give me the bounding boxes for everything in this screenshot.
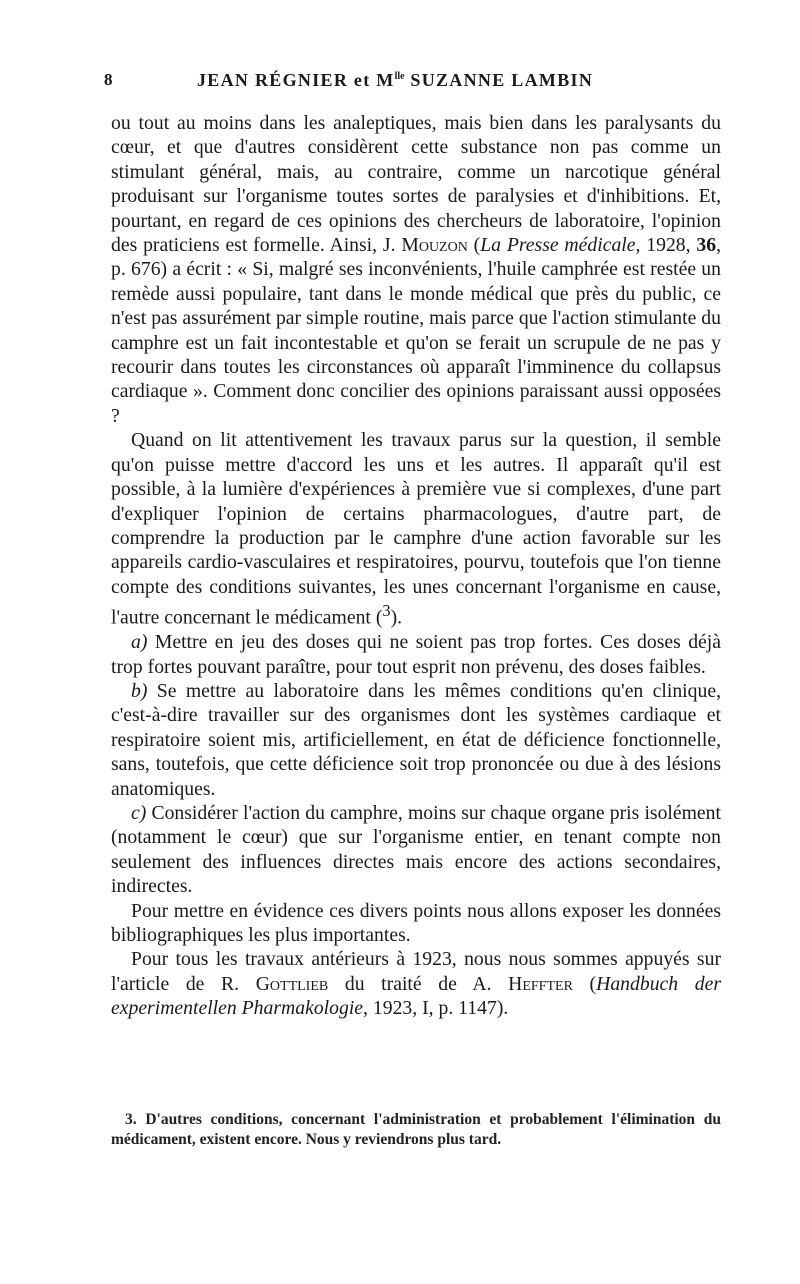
footnote xyxy=(111,1110,721,1150)
running-header xyxy=(104,70,719,100)
paragraph-2: Quand on lit attentivement les travaux parus sur la question, il semble qu'on puisse mettre d'accord les uns et les autres. Il apparaît qu'il est possible, à la lumière d'expériences à première vue si complexes, d'une part d'expliquer l'opinion de certains pharmacologues, d'autre part, de comprendre la production par le camphre d'une action favorable sur les appareils cardio-vasculaires et respiratoires, pourvu, toutefois que l'on tienne compte des conditions suivantes, les unes concernant l'organisme en cause, l'autre concernant le médicament ($^3$). xyxy=(111,429,721,629)
running-title: JEAN RÉGNIER et $M^{lle}$ SUZANNE LAMBIN xyxy=(197,70,594,90)
paragraph-4: Pour tous les travaux antérieurs à 1923, nous nous sommes appuyés sur l'article de R. Gottlieb du traité de A. Heffter (Handbuch der experimentellen Pharmakologie, 1923, I, p. 1147). xyxy=(111,948,721,1020)
book-title: Handbuch der experimentellen Pharmakologie xyxy=(111,972,721,1020)
author-gottlieb: Gottlieb xyxy=(255,972,329,995)
author-heffter: Heffter xyxy=(508,972,573,995)
footnote-ref: 3 xyxy=(382,601,391,621)
condition-b: b) Se mettre au laboratoire dans les mêmes conditions qu'en clinique, c'est-à-dire travailler sur des organismes dont les systèmes cardiaque et respiratoire soient mis, artificiellement, en état de déficience fonctionnelle, sans, toutefois, que cette déficience soit trop prononcée ou due à des lésions anatomiques. xyxy=(111,679,721,800)
footnote-text: 3. D'autres conditions, concernant l'administration et probablement l'élimination du médicament, existent encore. Nous y reviendrons plus tard. xyxy=(111,1111,721,1148)
author-name: Mouzon xyxy=(401,234,468,257)
journal-title: La Presse médicale xyxy=(480,234,636,257)
paragraph-3: Pour mettre en évidence ces divers points nous allons exposer les données bibliographiques les plus importantes. xyxy=(111,899,721,946)
page-number: 8 xyxy=(104,70,113,89)
volume-number: 36 xyxy=(696,234,717,257)
condition-c: c) Considérer l'action du camphre, moins sur chaque organe pris isolément (notamment le cœur) que sur l'organisme entier, en tenant compte non seulement des influences directes mais encore des actions secondaires, indirectes. xyxy=(111,801,721,898)
main-text xyxy=(111,111,721,1021)
condition-a: a) Mettre en jeu des doses qui ne soient pas trop fortes. Ces doses déjà trop fortes pouvant paraître, pour tout esprit non prévenu, des doses faibles. xyxy=(111,631,721,678)
paragraph-1: ou tout au moins dans les analeptiques, mais bien dans les paralysants du cœur, et que d'autres considèrent cette substance non pas comme un stimulant général, mais, au contraire, comme un narcotique général produisant sur l'organisme toutes sortes de paralysies et d'inhibitions. Et, pourtant, en regard de ces opinions des chercheurs de laboratoire, l'opinion des praticiens est formelle. Ainsi, J. Mouzon (La Presse médicale, 1928, 36, p. 676) a écrit : « Si, malgré ses inconvénients, l'huile camphrée est restée un remède aussi populaire, tant dans le monde médical que près du public, ce n'est pas assurément par simple routine, mais parce que l'action stimulante du camphre est un fait incontestable et qu'on se ferait un scrupule de ne pas y recourir dans toutes les circonstances où apparaît l'imminence du collapsus cardiaque ». Comment donc concilier des opinions paraissant aussi opposées ? xyxy=(111,112,721,427)
